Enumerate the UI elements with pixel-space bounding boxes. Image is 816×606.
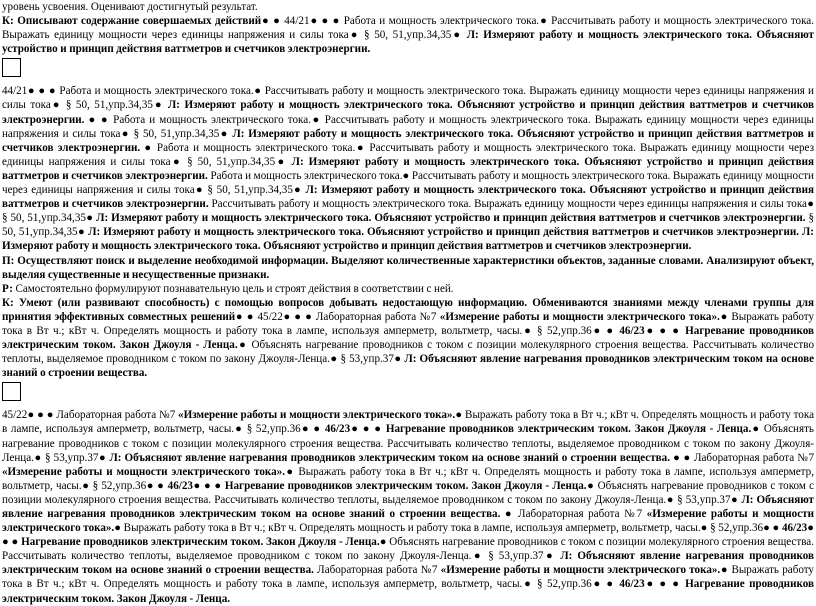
text-run: ● Выражать работу тока в Вт ч.; кВт ч. Определять мощность и работу тока в лампе, используя амперметр, вольтметр, часы.● § 52,упр.36● ● [2, 564, 814, 591]
text-run: 46/23 [619, 578, 645, 591]
text-run: «Измерение работы и мощности электрического тока». [2, 465, 285, 478]
text-run: 46/23 [781, 522, 808, 535]
text-run: ● ● ● [2, 522, 814, 549]
text-run: Л: Измеряют работу и мощность электрического тока. Объясняют устройство и принцип действия ваттметров и счетчиков электроэнергии. [2, 155, 814, 182]
text-run: Нагревание проводников электрическим током. Закон Джоуля - Ленца. [2, 324, 814, 352]
text-run: ● Объяснять нагревание проводников с током с позиции молекулярного строения вещества. Рассчитывать количество теплоты, выделяемое проводником с током по закону Джоуля-Ленца.● § 53,упр.37● [2, 536, 814, 563]
text-run: «Измерение работы и мощности электрического тока». [2, 508, 814, 535]
paragraph-k-45 [2, 296, 814, 381]
text-run: «Измерение работы и мощности электрического тока». [178, 409, 456, 422]
text-run: Л: Измеряют работу и мощность электрического тока. Объясняют устройство и принцип действия ваттметров и счетчиков электроэнергии. Л: Измеряют работу и мощность электрического тока. Объясняют устройство и принцип действия ваттметров и счетчиков электроэнергии. [2, 226, 814, 253]
text-run: Л: Измеряют работу и мощность электрического тока. Объясняют устройство и принцип действия ваттметров и счетчиков электроэнергии. [2, 184, 814, 211]
text-run: ● Выражать работу тока в Вт ч.; кВт ч. Определять мощность и работу тока в лампе, используя амперметр, вольтметр, часы.● § 52,упр.36● ● [114, 522, 782, 535]
text-run: 46/23 [619, 324, 645, 337]
paragraph-r [2, 282, 814, 296]
text-run: К: [2, 15, 14, 28]
text-run: Лабораторная работа №7 [313, 564, 441, 577]
text-run: ● ● 45/22● ● ● Лабораторная работа №7 [235, 310, 440, 323]
text-run: Л: Измеряют работу и мощность электрического тока. Объясняют устройство и принцип действия ваттметров и счетчиков электроэнергии. [2, 29, 814, 56]
text-run: ● ● ● [644, 324, 686, 337]
text-run: 45/22● ● ● Лабораторная работа №7 [2, 409, 179, 422]
text-run: Л: Измеряют работу и мощность электрического тока. Объясняют устройство и принцип действия ваттметров и счетчиков электроэнергии. [2, 127, 814, 154]
text-run: ● ● ● [350, 423, 386, 436]
text-run: ● Объяснять нагревание проводников с током с позиции молекулярного строения вещества. Рассчитывать количество теплоты, выделяемое проводником с током по закону Джоуля-Ленца.● § 53,упр.37● [2, 339, 814, 366]
paragraph-44-21 [2, 84, 814, 253]
empty-table-cell [2, 58, 21, 77]
text-run: Л: Объясняют явление нагревания проводников электрическим током на основе знаний о строении вещества. [109, 451, 670, 464]
paragraph-intro: уровень усвоения. Оценивают достигнутый результат. [2, 1, 258, 13]
text-run: Л: Объясняют явление нагревания проводников электрическим током на основе знаний о строении вещества. [2, 493, 814, 520]
text-run: ● ● Лабораторная работа №7 [669, 451, 814, 464]
text-run: Нагревание проводников электрическим током. Закон Джоуля - Ленца. [385, 423, 752, 436]
text-run: ● ● Работа и мощность электрического тока.● Рассчитывать работу и мощность электрического тока. Выражать единицу мощности через единицы напряжения и силы тока● § 50, 51,упр.34,35● [2, 113, 814, 140]
text-run: «Измерение работы и мощности электрического тока». [440, 564, 721, 577]
text-run: Нагревание проводников электрическим током. Закон Джоуля - Ленца. [224, 479, 587, 492]
text-run: ● Выражать работу тока в Вт ч.; кВт ч. Определять мощность и работу тока в лампе, используя амперметр, вольтметр, часы.● § 52,упр.36● ● [2, 465, 814, 492]
text-run: К: [2, 296, 14, 309]
text-run: ● Лабораторная работа №7 [500, 508, 647, 520]
text-run: Рассчитывать работу и мощность электрического тока. Выражать единицу мощности через единицы напряжения и силы тока● § 50, 51,упр.34,35● [2, 198, 814, 225]
text-run: Описывают содержание совершаемых действий [13, 15, 262, 28]
text-run: Л: Измеряют работу и мощность электрического тока. Объясняют устройство и принцип действия ваттметров и счетчиков электроэнергии. [2, 99, 814, 126]
text-run: ● Выражать работу тока в Вт ч.; кВт ч. Определять мощность и работу тока в лампе, используя амперметр, вольтметр, часы.● § 52,упр.36● ● [2, 310, 814, 337]
text-run: ● Выражать работу тока в Вт ч.; кВт ч. Определять мощность и работу тока в лампе, используя амперметр, вольтметр, часы.● § 52,упр.36● ● [2, 409, 814, 436]
text-run: ● Объяснять нагревание проводников с током с позиции молекулярного строения вещества. Рассчитывать количество теплоты, выделяемое проводником с током по закону Джоуля-Ленца.● § 53,упр.37● [2, 423, 814, 464]
text-run: Самостоятельно формулируют познавательную цель и строят действия в соответствии с ней. [12, 282, 454, 295]
text-run: Л: Измеряют работу и мощность электрического тока. Объясняют устройство и принцип действия ваттметров и счетчиков электроэнергии. [96, 212, 806, 225]
text-run: § 50, 51,упр.34,35● [2, 212, 815, 239]
text-run: Работа и мощность электрического тока.● Рассчитывать работу и мощность электрического тока. Выражать единицу мощности через единицы напряжения и силы тока● § 50, 51,упр.34,35● [2, 169, 814, 197]
text-run: П: [2, 254, 15, 267]
text-run: 46/23 [167, 479, 193, 492]
text-run: Л: Объясняют явление нагревания проводников электрическим током на основе знаний о строении вещества. [2, 550, 814, 577]
text-run: Умеют (или развивают способность) с помощью вопросов добывать недостающую информацию. Обмениваются знаниями между членами группы для принятия эффективных совместных решений [2, 296, 814, 323]
empty-table-cell-2 [2, 382, 21, 401]
text-run: Нагревание проводников электрическим током. Закон Джоуля - Ленца. [2, 578, 814, 605]
text-run: ● Объяснять нагревание проводников с током с позиции молекулярного строения вещества. Рассчитывать количество теплоты, выделяемое проводником с током по закону Джоуля-Ленца.● § 53,упр.37● [2, 479, 814, 506]
text-run: 46/23 [324, 423, 351, 436]
text-run: ● Работа и мощность электрического тока.● Рассчитывать работу и мощность электрического тока. Выражать единицу мощности через единицы напряжения и силы тока● § 50, 51,упр.34,35● [2, 141, 815, 168]
text-run: 44/21● ● ● Работа и мощность электрического тока.● Рассчитывать работу и мощность электрического тока. Выражать единицу мощности через единицы напряжения и силы тока● § 50, 51,упр.34,35● [2, 85, 814, 112]
text-run: Нагревание проводников электрическим током. Закон Джоуля - Ленца. [21, 536, 380, 549]
paragraph-45-22 [2, 408, 814, 605]
text-run: ● ● ● [644, 578, 686, 591]
text-run: ● ● ● [192, 479, 225, 492]
paragraph-k-44 [2, 14, 814, 56]
paragraph-p [2, 254, 814, 282]
text-run: Л: Объясняют явление нагревания проводников электрическим током на основе знаний о строении вещества. [2, 353, 814, 380]
text-run: Осуществляют поиск и выделение необходимой информации. Выделяют количественные характеристики объектов, заданные словами. Анализируют объект, выделяя существенные и несущественные признаки. [2, 254, 814, 281]
text-run: Р: [2, 282, 13, 295]
text-run: ● ● 44/21● ● ● Работа и мощность электрического тока.● Рассчитывать работу и мощность электрического тока. Выражать единицу мощности через единицы напряжения и силы тока● § 50, 51,упр.34,35● [2, 15, 814, 42]
text-run: «Измерение работы и мощности электрического тока». [439, 310, 720, 323]
